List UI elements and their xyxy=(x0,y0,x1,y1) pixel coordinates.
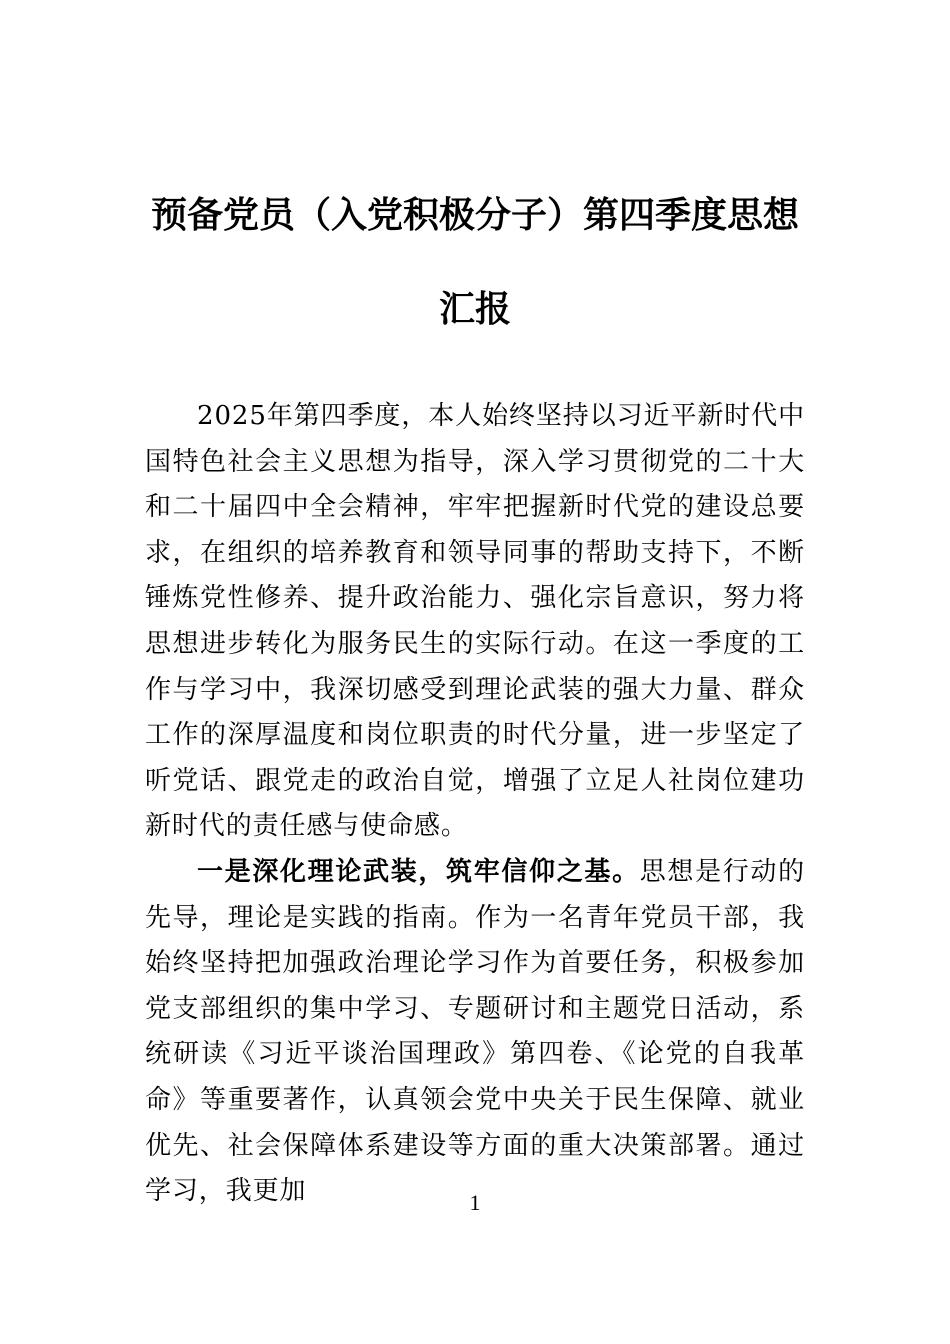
paragraph-lead-heading: 一是深化理论武装，筑牢信仰之基。 xyxy=(197,856,640,887)
paragraph-text: 思想是行动的先导，理论是实践的指南。作为一名青年党员干部，我始终坚持把加强政治理论学习作为首要任务，积极参加党支部组织的集中学习、专题研讨和主题党日活动，系统研读《习近平谈治国理政》第四卷、《论党的自我革命》等重要著作，认真领会党中央关于民生保障、就业优先、社会保障体系建设等方面的重大决策部署。通过学习，我更加 xyxy=(145,856,805,1207)
paragraph-intro xyxy=(145,394,805,850)
document-body xyxy=(145,394,805,1215)
paragraph-text: 2025年第四季度，本人始终坚持以习近平新时代中国特色社会主义思想为指导，深入学习贯彻党的二十大和二十届四中全会精神，牢牢把握新时代党的建设总要求，在组织的培养教育和领导同事的帮助支持下，不断锤炼党性修养、提升政治能力、强化宗旨意识，努力将思想进步转化为服务民生的实际行动。在这一季度的工作与学习中，我深切感受到理论武装的强大力量、群众工作的深厚温度和岗位职责的时代分量，进一步坚定了听党话、跟党走的政治自觉，增强了立足人社岗位建功新时代的责任感与使命感。 xyxy=(145,401,805,842)
paragraph-point-one xyxy=(145,850,805,1215)
document-title: 预备党员（入党积极分子）第四季度思想汇报 xyxy=(150,194,799,330)
page-number: 1 xyxy=(469,1190,481,1215)
